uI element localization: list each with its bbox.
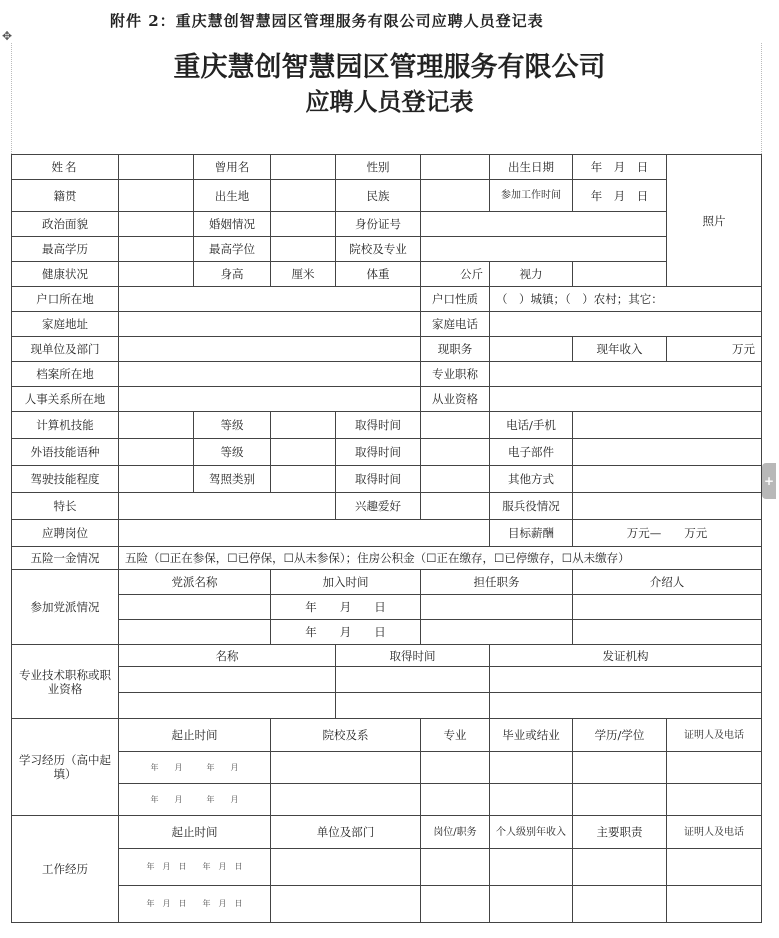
photo-box[interactable]: 照片	[667, 155, 762, 287]
id-number-field[interactable]	[421, 212, 667, 237]
label-current-employer: 现单位及部门	[12, 337, 119, 362]
col-school-dept: 院校及系	[271, 719, 421, 752]
current-position-field[interactable]	[490, 337, 573, 362]
tech-name-cell[interactable]	[119, 667, 336, 693]
table-row	[12, 362, 762, 387]
computer-level-field[interactable]	[271, 412, 336, 439]
label-kg: 公斤	[421, 262, 490, 287]
attachment-header: 附件 2：重庆慧创智慧园区管理服务有限公司应聘人员登记表	[110, 12, 544, 30]
col-graduated: 毕业或结业	[490, 719, 573, 752]
label-current-position: 现职务	[421, 337, 490, 362]
introducer-cell[interactable]	[573, 620, 762, 645]
col-work-period: 起止时间	[119, 816, 271, 849]
major-cell[interactable]	[421, 752, 490, 784]
col-degree: 学历/学位	[573, 719, 667, 752]
major-cell[interactable]	[421, 784, 490, 816]
plus-icon[interactable]: +	[762, 463, 776, 499]
hukou-type-options[interactable]: （ ）城镇；（ ）农村；其它：	[490, 287, 762, 312]
table-row	[12, 645, 762, 667]
phone-mobile-field[interactable]	[573, 412, 762, 439]
join-time-cell[interactable]: 年 月 日	[271, 620, 421, 645]
tech-name-cell[interactable]	[119, 693, 336, 719]
main-duties-cell[interactable]	[573, 886, 667, 923]
driving-obtain-time-field[interactable]	[421, 466, 490, 493]
col-major: 专业	[421, 719, 490, 752]
table-row	[12, 466, 762, 493]
label-cm: 厘米	[271, 262, 336, 287]
archive-place-field[interactable]	[119, 362, 421, 387]
label-school-major: 院校及专业	[336, 237, 421, 262]
table-row	[12, 784, 762, 816]
table-row	[12, 412, 762, 439]
label-degree: 最高学位	[194, 237, 271, 262]
study-witness-cell[interactable]	[667, 784, 762, 816]
study-period-cell[interactable]: 年 月 年 月	[119, 784, 271, 816]
label-gender: 性别	[336, 155, 421, 180]
professional-title-field[interactable]	[490, 362, 762, 387]
label-email: 电子部件	[490, 439, 573, 466]
other-contact-field[interactable]	[573, 466, 762, 493]
school-dept-cell[interactable]	[271, 752, 421, 784]
label-other-contact: 其他方式	[490, 466, 573, 493]
unit-dept-cell[interactable]	[271, 849, 421, 886]
label-weight: 体重	[336, 262, 421, 287]
work-witness-cell[interactable]	[667, 886, 762, 923]
col-tech-time: 取得时间	[336, 645, 490, 667]
table-row	[12, 816, 762, 849]
label-vision: 视力	[490, 262, 573, 287]
table-row	[12, 237, 762, 262]
label-archive-place: 档案所在地	[12, 362, 119, 387]
registration-form-table	[11, 154, 762, 923]
native-place-field[interactable]	[119, 180, 194, 212]
label-home-phone: 家庭电话	[421, 312, 490, 337]
study-witness-cell[interactable]	[667, 752, 762, 784]
birthplace-field[interactable]	[271, 180, 336, 212]
label-driving-skill: 驾驶技能程度	[12, 466, 119, 493]
table-row	[12, 667, 762, 693]
personnel-relation-field[interactable]	[119, 387, 421, 412]
table-row	[12, 752, 762, 784]
ethnicity-field[interactable]	[421, 180, 490, 212]
label-target-salary: 目标薪酬	[490, 520, 573, 547]
work-period-cell[interactable]: 年 月 日 年 月 日	[119, 886, 271, 923]
label-party-section: 参加党派情况	[12, 570, 119, 645]
table-row	[12, 337, 762, 362]
tech-time-cell[interactable]	[336, 693, 490, 719]
label-hobby: 兴趣爱好	[336, 493, 421, 520]
work-start-field[interactable]: 年 月 日	[573, 180, 667, 212]
label-hukou-place: 户口所在地	[12, 287, 119, 312]
label-study-section: 学习经历（高中起填）	[12, 719, 119, 816]
label-computer-level: 等级	[194, 412, 271, 439]
label-specialty: 特长	[12, 493, 119, 520]
party-role-cell[interactable]	[421, 595, 573, 620]
hobby-field[interactable]	[421, 493, 490, 520]
graduated-cell[interactable]	[490, 752, 573, 784]
personal-income-cell[interactable]	[490, 886, 573, 923]
label-height: 身高	[194, 262, 271, 287]
degree-field[interactable]	[271, 237, 336, 262]
label-annual-income: 现年收入	[573, 337, 667, 362]
table-row	[12, 262, 762, 287]
label-name: 姓名	[12, 155, 119, 180]
birth-date-field[interactable]: 年 月 日	[573, 155, 667, 180]
col-personal-income: 个人级别年收入	[490, 816, 573, 849]
insurance-options[interactable]: 五险（☐正在参保，☐已停保，☐从未参保）；住房公积金（☐正在缴存，☐已停缴存，☐从未缴存）	[119, 547, 762, 570]
license-type-field[interactable]	[271, 466, 336, 493]
qualification-field[interactable]	[490, 387, 762, 412]
gender-field[interactable]	[421, 155, 490, 180]
col-main-duties: 主要职责	[573, 816, 667, 849]
introducer-cell[interactable]	[573, 595, 762, 620]
political-field[interactable]	[119, 212, 194, 237]
education-field[interactable]	[119, 237, 194, 262]
language-skill-field[interactable]	[119, 439, 194, 466]
label-education: 最高学历	[12, 237, 119, 262]
table-row	[12, 570, 762, 595]
label-language-level: 等级	[194, 439, 271, 466]
label-birth-date: 出生日期	[490, 155, 573, 180]
graduated-cell[interactable]	[490, 784, 573, 816]
table-row	[12, 493, 762, 520]
table-row	[12, 886, 762, 923]
label-language-obtain-time: 取得时间	[336, 439, 421, 466]
vision-field[interactable]	[573, 262, 667, 287]
label-birthplace: 出生地	[194, 180, 271, 212]
label-health: 健康状况	[12, 262, 119, 287]
military-field[interactable]	[573, 493, 762, 520]
current-employer-field[interactable]	[119, 337, 421, 362]
label-home-address: 家庭地址	[12, 312, 119, 337]
label-military: 服兵役情况	[490, 493, 573, 520]
col-party-role: 担任职务	[421, 570, 573, 595]
party-name-cell[interactable]	[119, 595, 271, 620]
table-row	[12, 312, 762, 337]
tech-time-cell[interactable]	[336, 667, 490, 693]
post-cell[interactable]	[421, 849, 490, 886]
computer-obtain-time-field[interactable]	[421, 412, 490, 439]
col-join-time: 加入时间	[271, 570, 421, 595]
home-address-field[interactable]	[119, 312, 421, 337]
language-obtain-time-field[interactable]	[421, 439, 490, 466]
applied-position-field[interactable]	[119, 520, 490, 547]
table-row	[12, 155, 762, 180]
school-major-field[interactable]	[421, 237, 667, 262]
label-professional-title: 专业职称	[421, 362, 490, 387]
col-tech-issuer: 发证机构	[490, 645, 762, 667]
work-period-cell[interactable]: 年 月 日 年 月 日	[119, 849, 271, 886]
marital-field[interactable]	[271, 212, 336, 237]
label-marital: 婚姻情况	[194, 212, 271, 237]
table-row	[12, 180, 762, 212]
personal-income-cell[interactable]	[490, 849, 573, 886]
table-row	[12, 620, 762, 645]
label-former-name: 曾用名	[194, 155, 271, 180]
label-work-start: 参加工作时间	[490, 180, 573, 212]
table-row	[12, 287, 762, 312]
label-insurance: 五险一金情况	[12, 547, 119, 570]
label-hukou-type: 户口性质	[421, 287, 490, 312]
label-id-number: 身份证号	[336, 212, 421, 237]
table-row	[12, 719, 762, 752]
driving-skill-field[interactable]	[119, 466, 194, 493]
tech-issuer-cell[interactable]	[490, 667, 762, 693]
label-qualification: 从业资格	[421, 387, 490, 412]
unit-dept-cell[interactable]	[271, 886, 421, 923]
move-handle-icon[interactable]: ✥	[2, 29, 13, 43]
table-row	[12, 387, 762, 412]
home-phone-field[interactable]	[490, 312, 762, 337]
table-row	[12, 595, 762, 620]
tech-issuer-cell[interactable]	[490, 693, 762, 719]
join-time-cell[interactable]: 年 月 日	[271, 595, 421, 620]
table-row	[12, 849, 762, 886]
label-native-place: 籍贯	[12, 180, 119, 212]
col-study-witness: 证明人及电话	[667, 719, 762, 752]
col-unit-dept: 单位及部门	[271, 816, 421, 849]
label-phone-mobile: 电话/手机	[490, 412, 573, 439]
table-row	[12, 212, 762, 237]
target-salary-field[interactable]: 万元— 万元	[573, 520, 762, 547]
hukou-place-field[interactable]	[119, 287, 421, 312]
health-field[interactable]	[119, 262, 194, 287]
work-witness-cell[interactable]	[667, 849, 762, 886]
school-dept-cell[interactable]	[271, 784, 421, 816]
col-work-witness: 证明人及电话	[667, 816, 762, 849]
computer-skill-field[interactable]	[119, 412, 194, 439]
former-name-field[interactable]	[271, 155, 336, 180]
col-post: 岗位/职务	[421, 816, 490, 849]
specialty-field[interactable]	[119, 493, 336, 520]
label-driving-obtain-time: 取得时间	[336, 466, 421, 493]
table-row	[12, 439, 762, 466]
form-title: 应聘人员登记表	[305, 87, 474, 116]
col-party-name: 党派名称	[119, 570, 271, 595]
label-ethnicity: 民族	[336, 180, 421, 212]
party-name-cell[interactable]	[119, 620, 271, 645]
label-applied-position: 应聘岗位	[12, 520, 119, 547]
company-title: 重庆慧创智慧园区管理服务有限公司	[173, 52, 606, 83]
col-introducer: 介绍人	[573, 570, 762, 595]
label-license-type: 驾照类别	[194, 466, 271, 493]
label-work-section: 工作经历	[12, 816, 119, 923]
main-duties-cell[interactable]	[573, 849, 667, 886]
table-row	[12, 693, 762, 719]
degree-cell[interactable]	[573, 752, 667, 784]
email-field[interactable]	[573, 439, 762, 466]
label-tech-section: 专业技术职称或职业资格	[12, 645, 119, 719]
language-level-field[interactable]	[271, 439, 336, 466]
label-language-skill: 外语技能语种	[12, 439, 119, 466]
party-role-cell[interactable]	[421, 620, 573, 645]
study-period-cell[interactable]: 年 月 年 月	[119, 752, 271, 784]
post-cell[interactable]	[421, 886, 490, 923]
annual-income-field[interactable]: 万元	[667, 337, 762, 362]
label-computer-obtain-time: 取得时间	[336, 412, 421, 439]
label-computer-skill: 计算机技能	[12, 412, 119, 439]
col-study-period: 起止时间	[119, 719, 271, 752]
label-personnel-relation: 人事关系所在地	[12, 387, 119, 412]
table-row	[12, 520, 762, 547]
label-political: 政治面貌	[12, 212, 119, 237]
name-field[interactable]	[119, 155, 194, 180]
degree-cell[interactable]	[573, 784, 667, 816]
table-row	[12, 547, 762, 570]
col-tech-name: 名称	[119, 645, 336, 667]
